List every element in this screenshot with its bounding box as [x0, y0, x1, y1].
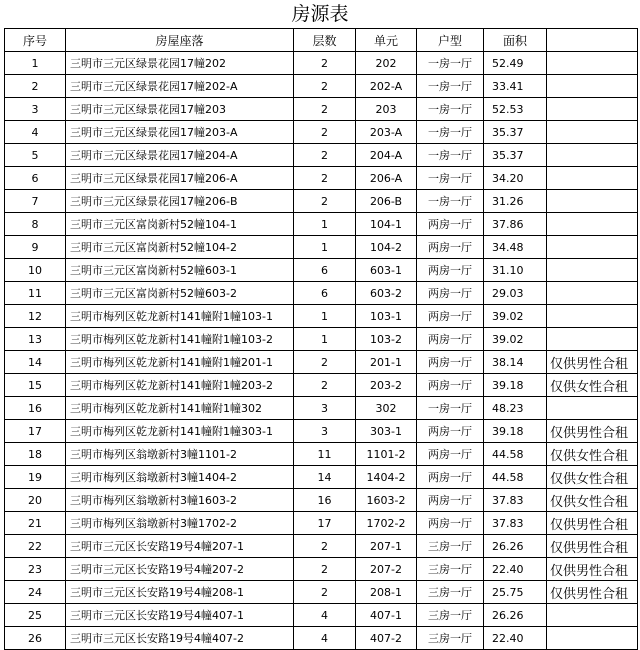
cell-unit: 206-B	[356, 190, 417, 213]
cell-note: 仅供男性合租	[547, 512, 638, 535]
cell-area: 39.18	[484, 420, 547, 443]
cell-address: 三明市梅列区乾龙新村141幢附1幢103-2	[66, 328, 294, 351]
cell-no: 9	[5, 236, 66, 259]
cell-address: 三明市三元区富岗新村52幢104-1	[66, 213, 294, 236]
table-row	[5, 443, 638, 466]
cell-area: 52.49	[484, 52, 547, 75]
cell-floors: 2	[294, 581, 356, 604]
cell-address: 三明市梅列区乾龙新村141幢附1幢302	[66, 397, 294, 420]
cell-unit: 104-2	[356, 236, 417, 259]
cell-no: 16	[5, 397, 66, 420]
header-no: 序号	[5, 29, 66, 52]
table-row	[5, 374, 638, 397]
cell-address: 三明市三元区绿景花园17幢203-A	[66, 121, 294, 144]
cell-floors: 4	[294, 627, 356, 650]
cell-area: 39.18	[484, 374, 547, 397]
cell-no: 4	[5, 121, 66, 144]
table-body	[5, 52, 638, 650]
cell-address: 三明市梅列区翁墩新村3幢1702-2	[66, 512, 294, 535]
cell-no: 10	[5, 259, 66, 282]
cell-type: 三房一厅	[417, 558, 484, 581]
table-row	[5, 236, 638, 259]
cell-floors: 2	[294, 167, 356, 190]
cell-note	[547, 328, 638, 351]
cell-no: 1	[5, 52, 66, 75]
table-row	[5, 190, 638, 213]
cell-type: 一房一厅	[417, 75, 484, 98]
cell-address: 三明市梅列区乾龙新村141幢附1幢103-1	[66, 305, 294, 328]
cell-no: 19	[5, 466, 66, 489]
cell-type: 三房一厅	[417, 535, 484, 558]
cell-type: 一房一厅	[417, 190, 484, 213]
cell-type: 两房一厅	[417, 420, 484, 443]
cell-unit: 207-2	[356, 558, 417, 581]
cell-area: 39.02	[484, 328, 547, 351]
cell-floors: 2	[294, 351, 356, 374]
page-title: 房源表	[291, 3, 349, 25]
cell-area: 37.83	[484, 512, 547, 535]
cell-unit: 1101-2	[356, 443, 417, 466]
cell-no: 18	[5, 443, 66, 466]
cell-no: 11	[5, 282, 66, 305]
cell-unit: 407-2	[356, 627, 417, 650]
cell-type: 一房一厅	[417, 167, 484, 190]
cell-note: 仅供男性合租	[547, 581, 638, 604]
cell-area: 33.41	[484, 75, 547, 98]
cell-floors: 11	[294, 443, 356, 466]
header-floors: 层数	[294, 29, 356, 52]
cell-address: 三明市三元区绿景花园17幢202-A	[66, 75, 294, 98]
cell-type: 两房一厅	[417, 213, 484, 236]
table-row	[5, 466, 638, 489]
cell-no: 14	[5, 351, 66, 374]
cell-no: 8	[5, 213, 66, 236]
cell-area: 35.37	[484, 144, 547, 167]
cell-note	[547, 236, 638, 259]
table-row	[5, 282, 638, 305]
cell-note	[547, 75, 638, 98]
cell-floors: 2	[294, 52, 356, 75]
table-row	[5, 512, 638, 535]
cell-address: 三明市三元区绿景花园17幢203	[66, 98, 294, 121]
cell-note: 仅供女性合租	[547, 489, 638, 512]
cell-area: 52.53	[484, 98, 547, 121]
cell-type: 三房一厅	[417, 581, 484, 604]
cell-floors: 3	[294, 420, 356, 443]
cell-type: 一房一厅	[417, 121, 484, 144]
cell-floors: 2	[294, 190, 356, 213]
cell-type: 两房一厅	[417, 512, 484, 535]
cell-unit: 1404-2	[356, 466, 417, 489]
cell-floors: 2	[294, 98, 356, 121]
cell-type: 两房一厅	[417, 282, 484, 305]
cell-area: 44.58	[484, 443, 547, 466]
header-row	[5, 29, 638, 52]
cell-no: 26	[5, 627, 66, 650]
table-row	[5, 535, 638, 558]
cell-unit: 407-1	[356, 604, 417, 627]
table-row	[5, 98, 638, 121]
cell-note	[547, 52, 638, 75]
cell-no: 25	[5, 604, 66, 627]
cell-floors: 2	[294, 75, 356, 98]
cell-address: 三明市三元区富岗新村52幢603-1	[66, 259, 294, 282]
header-note	[547, 29, 638, 52]
cell-floors: 1	[294, 328, 356, 351]
cell-area: 25.75	[484, 581, 547, 604]
cell-unit: 603-1	[356, 259, 417, 282]
table-row	[5, 489, 638, 512]
cell-type: 两房一厅	[417, 328, 484, 351]
cell-area: 26.26	[484, 535, 547, 558]
cell-address: 三明市梅列区乾龙新村141幢附1幢203-2	[66, 374, 294, 397]
cell-note: 仅供男性合租	[547, 420, 638, 443]
cell-floors: 1	[294, 305, 356, 328]
cell-area: 37.86	[484, 213, 547, 236]
cell-floors: 2	[294, 374, 356, 397]
cell-address: 三明市梅列区翁墩新村3幢1404-2	[66, 466, 294, 489]
cell-address: 三明市三元区长安路19号4幢207-1	[66, 535, 294, 558]
cell-area: 44.58	[484, 466, 547, 489]
cell-address: 三明市梅列区翁墩新村3幢1603-2	[66, 489, 294, 512]
table-row	[5, 397, 638, 420]
cell-type: 三房一厅	[417, 604, 484, 627]
cell-no: 7	[5, 190, 66, 213]
cell-area: 39.02	[484, 305, 547, 328]
cell-no: 12	[5, 305, 66, 328]
cell-note: 仅供女性合租	[547, 466, 638, 489]
cell-type: 两房一厅	[417, 466, 484, 489]
cell-unit: 302	[356, 397, 417, 420]
table-row	[5, 604, 638, 627]
cell-note	[547, 121, 638, 144]
cell-unit: 202-A	[356, 75, 417, 98]
cell-no: 5	[5, 144, 66, 167]
cell-area: 22.40	[484, 558, 547, 581]
cell-unit: 203	[356, 98, 417, 121]
table-row	[5, 558, 638, 581]
cell-no: 21	[5, 512, 66, 535]
cell-address: 三明市三元区富岗新村52幢104-2	[66, 236, 294, 259]
cell-floors: 16	[294, 489, 356, 512]
cell-type: 一房一厅	[417, 98, 484, 121]
cell-area: 35.37	[484, 121, 547, 144]
cell-address: 三明市三元区长安路19号4幢207-2	[66, 558, 294, 581]
table-row	[5, 420, 638, 443]
table-row	[5, 627, 638, 650]
cell-note: 仅供女性合租	[547, 443, 638, 466]
cell-note	[547, 167, 638, 190]
header-unit: 单元	[356, 29, 417, 52]
cell-no: 6	[5, 167, 66, 190]
cell-no: 20	[5, 489, 66, 512]
cell-address: 三明市三元区绿景花园17幢204-A	[66, 144, 294, 167]
cell-type: 两房一厅	[417, 305, 484, 328]
cell-note: 仅供男性合租	[547, 351, 638, 374]
cell-address: 三明市三元区富岗新村52幢603-2	[66, 282, 294, 305]
cell-floors: 17	[294, 512, 356, 535]
table-row	[5, 259, 638, 282]
cell-unit: 1603-2	[356, 489, 417, 512]
cell-address: 三明市三元区绿景花园17幢202	[66, 52, 294, 75]
cell-type: 两房一厅	[417, 351, 484, 374]
cell-no: 23	[5, 558, 66, 581]
cell-type: 一房一厅	[417, 52, 484, 75]
cell-type: 两房一厅	[417, 259, 484, 282]
cell-address: 三明市三元区长安路19号4幢407-2	[66, 627, 294, 650]
cell-type: 两房一厅	[417, 374, 484, 397]
cell-note	[547, 98, 638, 121]
cell-floors: 6	[294, 259, 356, 282]
cell-floors: 2	[294, 121, 356, 144]
cell-note: 仅供男性合租	[547, 558, 638, 581]
cell-floors: 2	[294, 535, 356, 558]
cell-unit: 103-2	[356, 328, 417, 351]
cell-note	[547, 397, 638, 420]
header-address: 房屋座落	[66, 29, 294, 52]
cell-unit: 202	[356, 52, 417, 75]
table-row	[5, 581, 638, 604]
cell-note	[547, 627, 638, 650]
cell-address: 三明市三元区长安路19号4幢208-1	[66, 581, 294, 604]
cell-note	[547, 604, 638, 627]
cell-unit: 203-A	[356, 121, 417, 144]
cell-type: 两房一厅	[417, 443, 484, 466]
cell-floors: 4	[294, 604, 356, 627]
cell-no: 13	[5, 328, 66, 351]
cell-unit: 1702-2	[356, 512, 417, 535]
table-row	[5, 52, 638, 75]
table-row	[5, 213, 638, 236]
cell-no: 24	[5, 581, 66, 604]
cell-note	[547, 190, 638, 213]
cell-type: 一房一厅	[417, 397, 484, 420]
cell-area: 34.20	[484, 167, 547, 190]
cell-area: 26.26	[484, 604, 547, 627]
table-row	[5, 144, 638, 167]
cell-no: 17	[5, 420, 66, 443]
cell-type: 三房一厅	[417, 627, 484, 650]
cell-no: 15	[5, 374, 66, 397]
table-row	[5, 351, 638, 374]
cell-unit: 207-1	[356, 535, 417, 558]
cell-area: 31.10	[484, 259, 547, 282]
cell-note	[547, 213, 638, 236]
cell-floors: 14	[294, 466, 356, 489]
cell-unit: 204-A	[356, 144, 417, 167]
header-area: 面积	[484, 29, 547, 52]
cell-floors: 2	[294, 558, 356, 581]
cell-no: 2	[5, 75, 66, 98]
cell-address: 三明市三元区绿景花园17幢206-A	[66, 167, 294, 190]
cell-unit: 203-2	[356, 374, 417, 397]
cell-floors: 2	[294, 144, 356, 167]
housing-table	[4, 28, 638, 650]
header-type: 户型	[417, 29, 484, 52]
cell-area: 34.48	[484, 236, 547, 259]
cell-no: 22	[5, 535, 66, 558]
cell-area: 31.26	[484, 190, 547, 213]
cell-address: 三明市梅列区翁墩新村3幢1101-2	[66, 443, 294, 466]
cell-area: 38.14	[484, 351, 547, 374]
table-row	[5, 121, 638, 144]
cell-address: 三明市三元区长安路19号4幢407-1	[66, 604, 294, 627]
cell-address: 三明市梅列区乾龙新村141幢附1幢201-1	[66, 351, 294, 374]
cell-unit: 206-A	[356, 167, 417, 190]
cell-floors: 1	[294, 236, 356, 259]
cell-unit: 201-1	[356, 351, 417, 374]
table-row	[5, 75, 638, 98]
table-row	[5, 305, 638, 328]
cell-type: 一房一厅	[417, 144, 484, 167]
cell-note: 仅供女性合租	[547, 374, 638, 397]
cell-area: 29.03	[484, 282, 547, 305]
cell-unit: 303-1	[356, 420, 417, 443]
cell-type: 两房一厅	[417, 489, 484, 512]
table-row	[5, 167, 638, 190]
cell-area: 48.23	[484, 397, 547, 420]
cell-note	[547, 144, 638, 167]
cell-unit: 104-1	[356, 213, 417, 236]
cell-note	[547, 305, 638, 328]
cell-floors: 1	[294, 213, 356, 236]
cell-unit: 208-1	[356, 581, 417, 604]
cell-floors: 3	[294, 397, 356, 420]
cell-note: 仅供男性合租	[547, 535, 638, 558]
cell-note	[547, 282, 638, 305]
table-row	[5, 328, 638, 351]
cell-area: 22.40	[484, 627, 547, 650]
cell-address: 三明市梅列区乾龙新村141幢附1幢303-1	[66, 420, 294, 443]
cell-unit: 603-2	[356, 282, 417, 305]
cell-unit: 103-1	[356, 305, 417, 328]
cell-no: 3	[5, 98, 66, 121]
cell-note	[547, 259, 638, 282]
cell-type: 两房一厅	[417, 236, 484, 259]
cell-floors: 6	[294, 282, 356, 305]
cell-address: 三明市三元区绿景花园17幢206-B	[66, 190, 294, 213]
cell-area: 37.83	[484, 489, 547, 512]
